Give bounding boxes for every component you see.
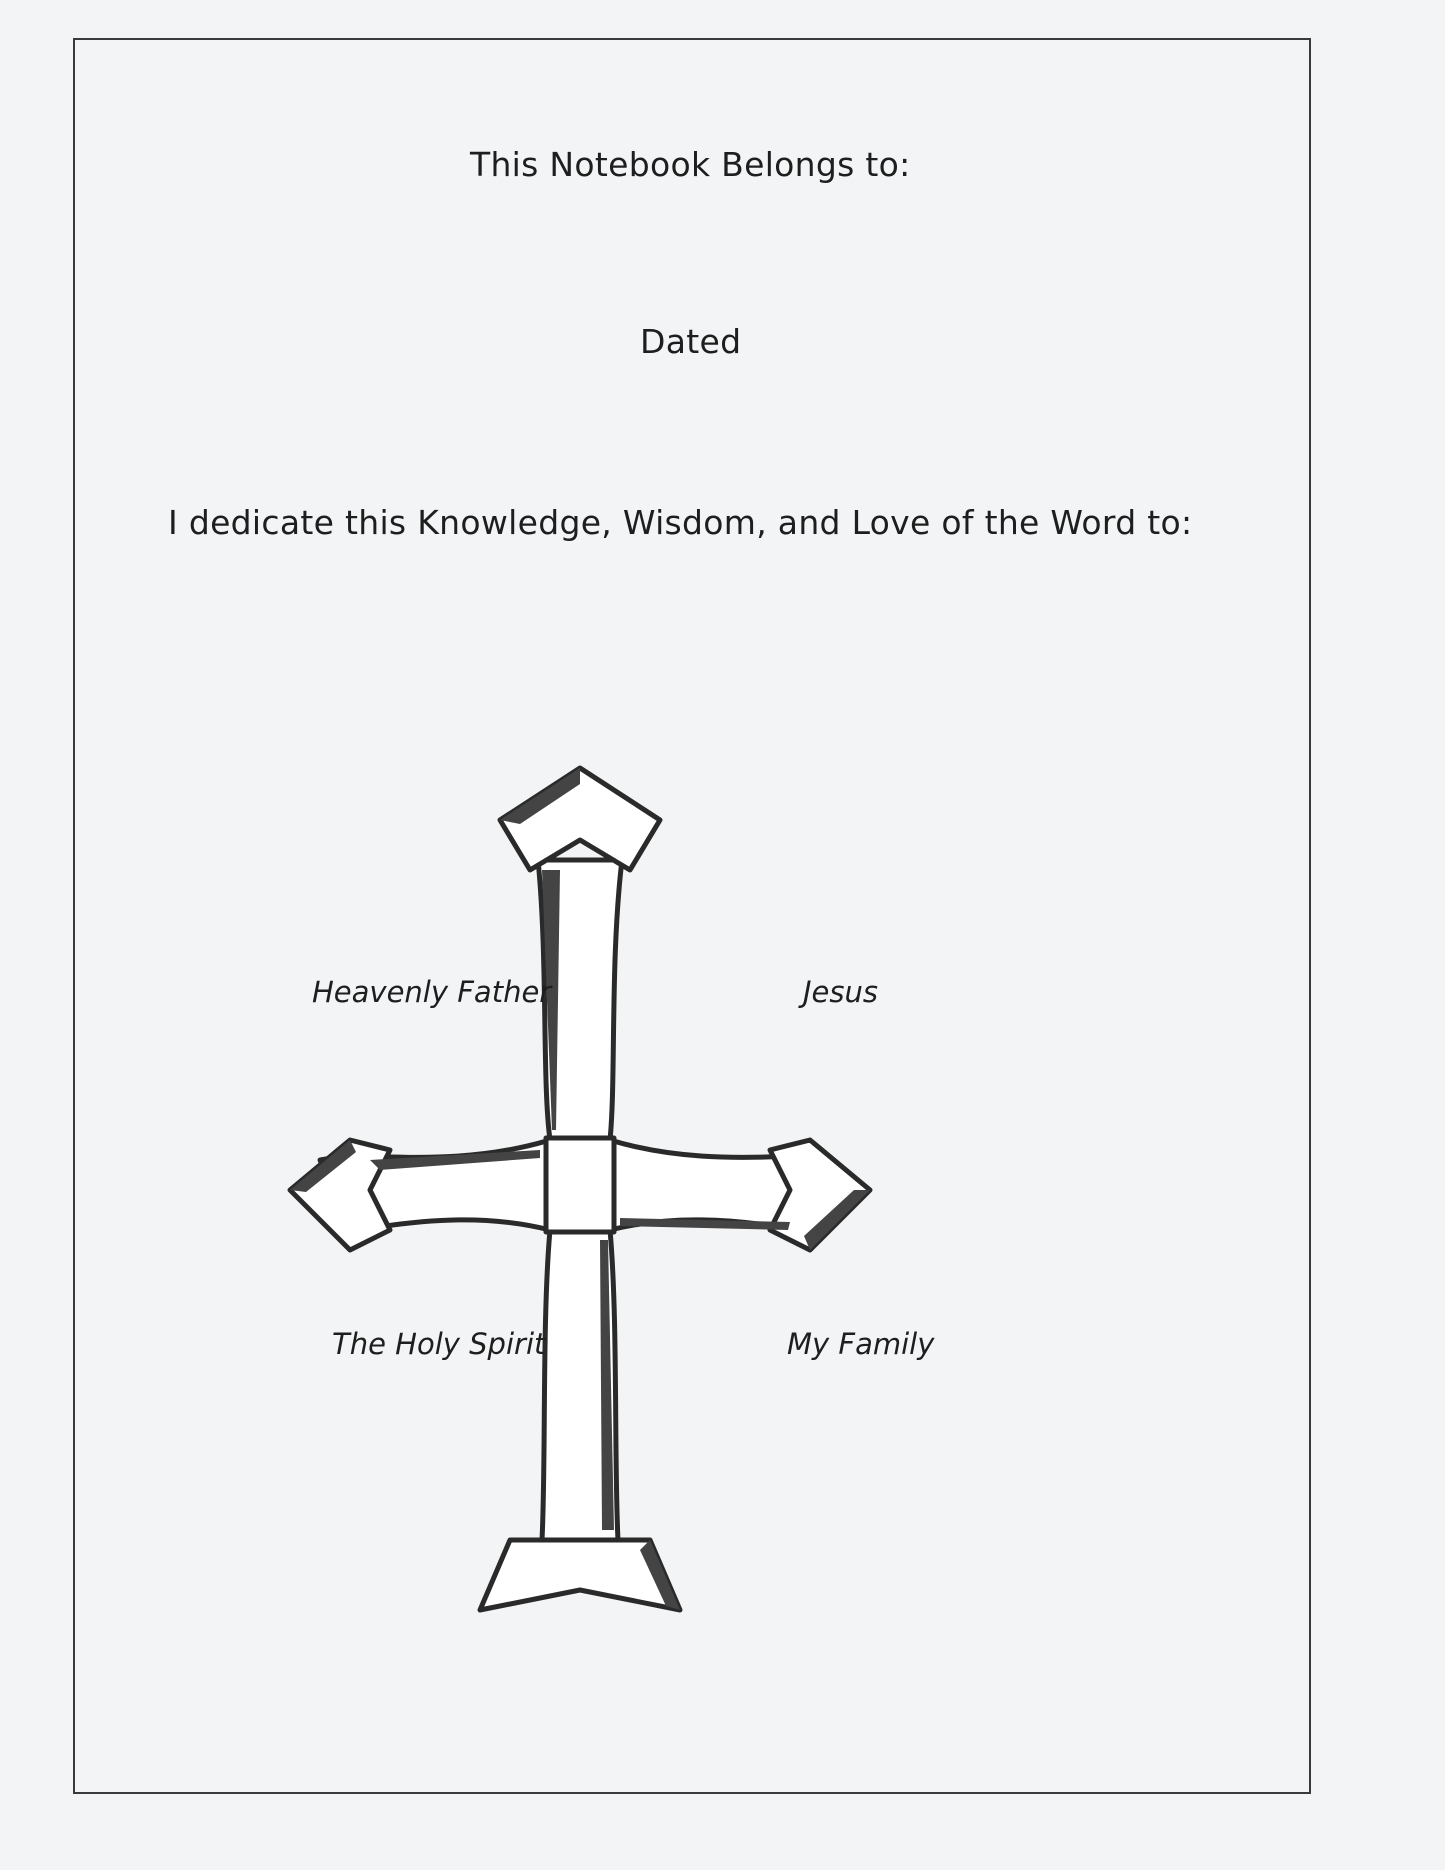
- dedicatee-jesus: Jesus: [803, 975, 878, 1009]
- dedication-heading: I dedicate this Knowledge, Wisdom, and Love of the Word to:: [168, 503, 1193, 542]
- dedicatee-my-family: My Family: [787, 1327, 935, 1361]
- dated-heading: Dated: [640, 322, 742, 361]
- owner-heading: This Notebook Belongs to:: [470, 145, 911, 184]
- dedicatee-holy-spirit: The Holy Spirit: [332, 1327, 546, 1361]
- cross-icon: [280, 760, 880, 1640]
- dedicatee-heavenly-father: Heavenly Father: [312, 975, 552, 1009]
